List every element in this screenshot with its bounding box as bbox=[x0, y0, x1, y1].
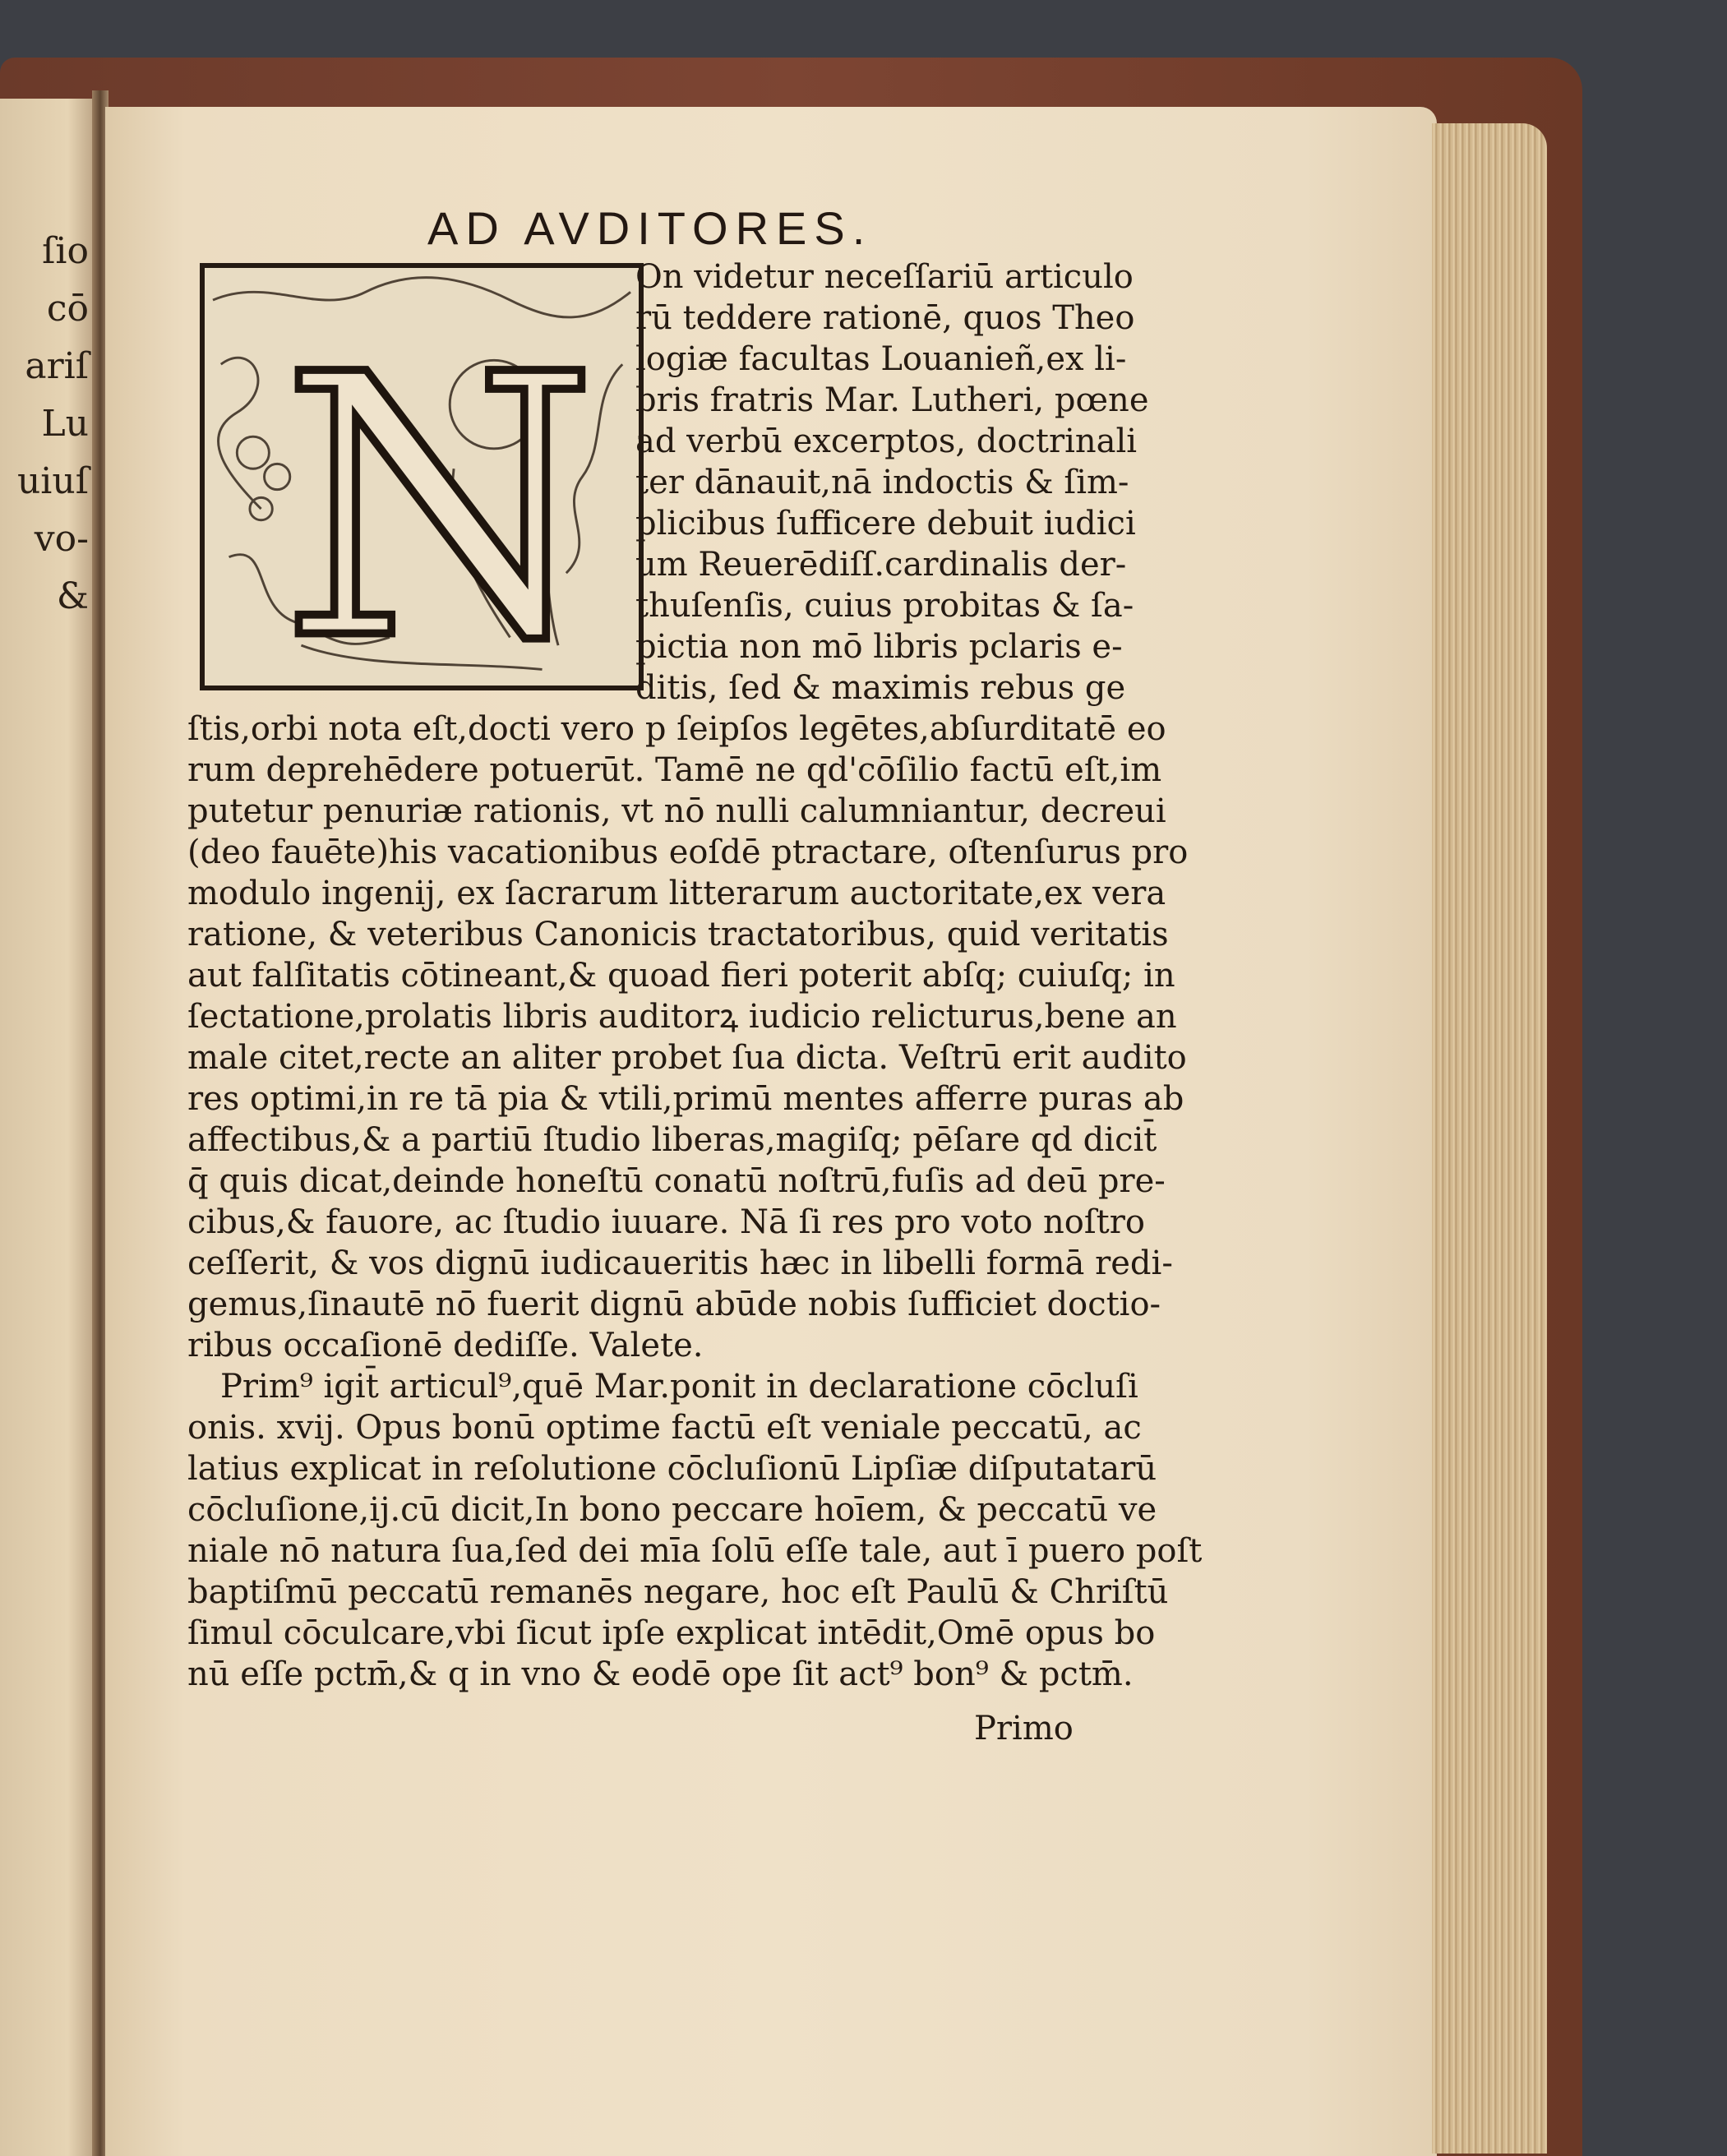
text-line: cōcluſione,ij.cū dicit,In bono peccare hoīem, & peccatū ve bbox=[187, 1491, 1157, 1529]
text-line: ditis, ſed & maximis rebus ge bbox=[635, 669, 1126, 707]
text-line: affectibus,& a partiū ſtudio liberas,magiſq; pēſare qd dicit̄ bbox=[187, 1121, 1157, 1159]
catchword: Primo bbox=[974, 1710, 1074, 1747]
woodcut-initial-illustration bbox=[205, 268, 639, 686]
text-line: logiæ facultas Louanieñ,ex li- bbox=[635, 340, 1127, 378]
text-line: thuſenſis, cuius probitas & ſa- bbox=[635, 587, 1134, 625]
text-line: plicibus ſufficere debuit iudici bbox=[635, 505, 1136, 542]
running-head: AD AVDITORES. bbox=[427, 202, 873, 254]
text-line: ſtis,orbi nota eſt,docti vero p ſeipſos legētes,abſurditatē eo bbox=[187, 710, 1166, 748]
left-page-fragment: uiuſ bbox=[16, 460, 89, 502]
text-line: ſectatione,prolatis libris auditorꝝ iudicio relicturus,bene an bbox=[187, 998, 1177, 1036]
text-line: (deo fauēte)his vacationibus eoſdē ptractare, oſtenſurus pro bbox=[187, 833, 1189, 871]
text-line: ter dānauit,nā indoctis & ſim- bbox=[635, 464, 1129, 501]
text-line: ſimul cōculcare,vbi ſicut ipſe explicat intēdit,Omē opus bo bbox=[187, 1614, 1156, 1652]
text-line: gemus,ſinautē nō fuerit dignū abūde nobis ſufficiet doctio- bbox=[187, 1286, 1161, 1323]
text-line: baptiſmū peccatū remanēs negare, hoc eſt Paulū & Chriſtū bbox=[187, 1573, 1169, 1611]
text-line: latius explicat in reſolutione cōcluſionū Lipſiæ diſputatarū bbox=[187, 1450, 1157, 1488]
text-line: cibus,& fauore, ac ſtudio iuuare. Nā ſi res pro voto noſtro bbox=[187, 1203, 1145, 1241]
text-line: ribus occaſionē dediſſe. Valete. bbox=[187, 1327, 704, 1364]
decorated-initial bbox=[200, 263, 644, 690]
text-line: um Reuerēdiſſ.cardinalis der- bbox=[635, 546, 1127, 584]
text-line: rum deprehēdere potuerūt. Tamē ne qd'cōſilio factū eſt,im bbox=[187, 751, 1162, 789]
text-line: res optimi,in re tā pia & vtili,primū mentes afferre puras ab bbox=[187, 1080, 1184, 1118]
text-line: nū eſſe pctm̄,& q in vno & eodē ope ſit act⁹ bon⁹ & pctm̄. bbox=[187, 1655, 1134, 1693]
text-line: ad verbū excerptos, doctrinali bbox=[635, 422, 1138, 460]
text-line: onis. xvij. Opus bonū optime factū eſt veniale peccatū, ac bbox=[187, 1409, 1142, 1447]
left-page-fragment: ariſ bbox=[25, 345, 89, 387]
text-line: On videtur neceſſariū articulo bbox=[635, 258, 1134, 296]
left-page-fragment: cō bbox=[46, 288, 89, 330]
text-line: rū teddere rationē, quos Theo bbox=[635, 299, 1135, 337]
text-line: modulo ingenij, ex ſacrarum litterarum auctoritate,ex vera bbox=[187, 875, 1166, 912]
left-page bbox=[0, 99, 97, 2156]
text-line: aut falſitatis cōtineant,& quoad fieri poterit abſq; cuiuſq; in bbox=[187, 957, 1175, 995]
text-line: ratione, & veteribus Canonicis tractatoribus, quid veritatis bbox=[187, 916, 1169, 953]
initial-glyph: N bbox=[281, 298, 598, 686]
text-line: pictia non mō libris pclaris e- bbox=[635, 628, 1123, 666]
text-line: niale nō natura ſua,ſed dei mīa ſolū eſſe tale, aut ī puero poſt bbox=[187, 1532, 1203, 1570]
text-line: bris fratris Mar. Lutheri, pœne bbox=[635, 381, 1149, 419]
text-line: putetur penuriæ rationis, vt nō nulli calumniantur, decreui bbox=[187, 792, 1166, 830]
left-page-fragment: Lu bbox=[41, 403, 89, 445]
text-line: q̄ quis dicat,deinde honeſtū conatū noſtrū,fuſis ad deū pre- bbox=[187, 1162, 1166, 1200]
left-page-fragment: ſio bbox=[42, 230, 89, 272]
text-line: ceſſerit, & vos dignū iudicaueritis hæc in libelli formā redi- bbox=[187, 1244, 1173, 1282]
left-page-fragment: & bbox=[56, 575, 89, 617]
text-line: Prim⁹ igit̄ articul⁹,quē Mar.ponit in declaratione cōcluſi bbox=[220, 1368, 1138, 1406]
text-line: male citet,recte an aliter probet ſua dicta. Veſtrū erit audito bbox=[187, 1039, 1187, 1077]
page-edges bbox=[1432, 123, 1547, 2154]
left-page-fragment: vo- bbox=[34, 518, 89, 560]
